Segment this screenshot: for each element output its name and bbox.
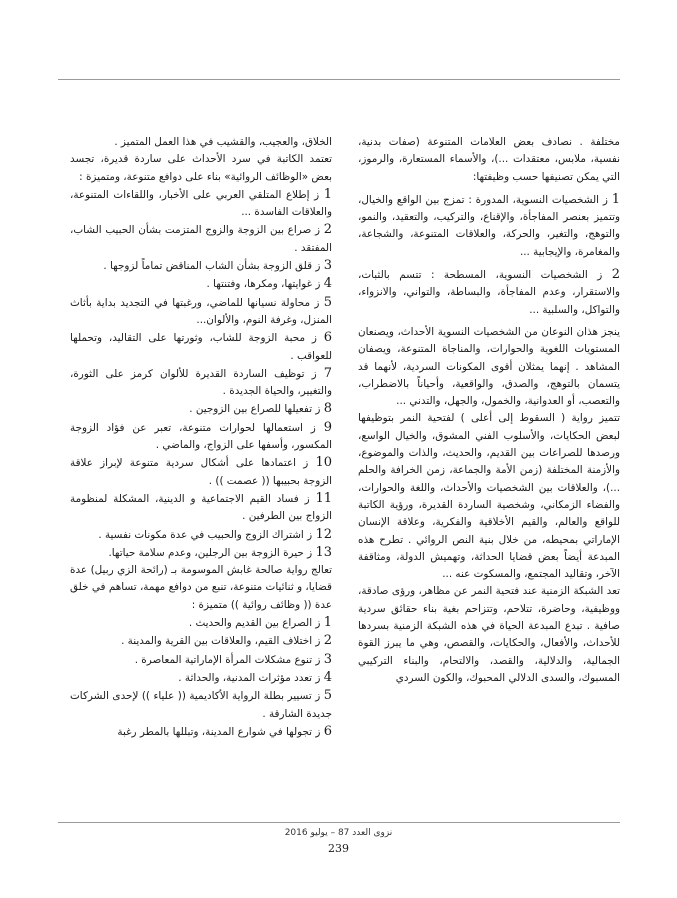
- page-number: 239: [328, 842, 349, 855]
- list-item-number: 6: [323, 723, 332, 739]
- paragraph: تعالج رواية صالحة غابش الموسومة بـ (رائحة الزي ربيل) عدة قضايا، و ثنائيات متنوعة، تنبع من دوافع مهمة، تساهم في خلق عدة (( وظائف روائية )) متميزة :: [70, 564, 332, 611]
- list-item-text: ز اختلاف القيم، والعلاقات بين القرية والمدينة .: [121, 635, 321, 648]
- list-item: [70, 490, 332, 526]
- list-item-text: ز تفعيلها للصراع بين الزوجين .: [189, 403, 321, 416]
- list-item-number: 2: [611, 267, 620, 283]
- list-item: [70, 614, 332, 632]
- list-item: [358, 191, 620, 261]
- list-item-number: 12: [315, 526, 332, 542]
- paragraph: تتميز رواية ( السقوط إلى أعلى ) لفتحية النمر بتوظيفها لبعض الحكايات، والأسلوب الفني المشوق، والخيال الواسع، ورصدها للصراعات بين القديم، والحديث، والذات والموضوع، والأزمنة المختلفة (زمن الأمة والجماعة، زمن الخرافة والحلم ...)، والعلاقات بين الشخصيات والأحداث، واللغة والحوارات، والفضاء الزمكاني، وشخصية الساردة القديرة، ورؤية الكاتبة للواقع والعالم، والقيم الأخلاقية والفكرية، وعلاقة الإنسان الإماراتي بمحيطه، من خلال بنية النص الروائي . تطرح هذه المبدعة أيضاً بعض قضايا الحداثة، وتهميش الدولة، ومثاقفة الآخر، وتقاليد المجتمع، والمسكوت عنه ...: [358, 412, 620, 581]
- list-item-number: 2: [323, 222, 332, 238]
- list-item-text: ز محبة الزوجة للشاب، وثورتها على التقاليد، وتحملها للعواقب .: [70, 332, 332, 362]
- paragraph: الخلاق، والعجيب، والقشيب في هذا العمل المتميز .: [114, 136, 332, 148]
- article-column-left: [70, 134, 332, 741]
- list-item-number: 3: [323, 258, 332, 274]
- list-item-text: ز تنوع مشكلات المرأة الإماراتية المعاصرة .: [134, 653, 321, 666]
- list-item: [70, 669, 332, 687]
- list-item-number: 9: [323, 419, 332, 435]
- list-item-number: 4: [323, 669, 332, 685]
- list-item: [70, 400, 332, 418]
- list-item: [70, 454, 332, 490]
- list-item: [70, 651, 332, 669]
- list-item: [70, 257, 332, 275]
- list-item-number: 10: [315, 455, 332, 471]
- list-item-text: ز تجولها في شوارع المدينة، وتبللها بالمطر رغبة: [117, 725, 321, 738]
- list-item-number: 6: [323, 330, 332, 346]
- footer-issue-line: نزوى العدد 87 – يوليو 2016: [284, 828, 393, 838]
- list-item-number: 3: [323, 651, 332, 667]
- list-item-text: ز الشخصيات النسوية، المسطحة : تتسم بالثبات، والاستقرار، وعدم المفاجأة، والبساطة، والتواني، والانزواء، والتواكل، والسلبية ...: [358, 269, 620, 316]
- list-item: [70, 329, 332, 365]
- list-item-number: 13: [315, 544, 332, 560]
- paragraph: ينجز هذان النوعان من الشخصيات النسوية الأحداث، ويصنعان المستويات اللغوية والحوارات، والمناجاة المتنوعة، ويصفان المشاهد . إنهما يمثلان أقوى المكونات السردية، لأنهما قد يتسمان بالتوهج، والصدق، والواقعية، وأحياناً بالاضطراب، والتعصب، أو العدوانية، والخمول، والجهل، والتدني ...: [358, 325, 620, 408]
- list-item: [70, 221, 332, 257]
- list-item: [358, 266, 620, 319]
- list-item: [70, 186, 332, 222]
- list-item-text: ز إطلاع المتلقي العربي على الأخبار، واللقاءات المتنوعة، والعلاقات الفاسدة ...: [70, 188, 332, 219]
- list-item-number: 8: [323, 401, 332, 417]
- list-item-text: ز الشخصيات النسوية، المدورة : تمزج بين الواقع والخيال، وتتميز بعنصر المفاجأة، والإقناع، والتركيب، والتعقيد، والنمو، والتوهج، والتغير، والحركة، والعلاقات المتنوعة، والشجاعة، والمغامرة، والإيجابية ...: [358, 193, 620, 258]
- function-list-2: [70, 614, 332, 741]
- list-item-text: ز تسيير بطلة الرواية الأكاديمية (( علياء )) لإحدى الشركات جديدة الشارقة .: [70, 690, 332, 720]
- list-item: [70, 723, 332, 741]
- list-item-text: ز تعدد مؤثرات المدنية، والحداثة .: [178, 671, 321, 684]
- list-item: [70, 294, 332, 330]
- list-item-text: ز توظيف الساردة القديرة للألوان كرمز على الثورة، والتغيير، والحياة الجديدة .: [70, 367, 332, 398]
- list-item: [70, 526, 332, 544]
- list-item-text: ز حيرة الزوجة بين الرجلين، وعدم سلامة حياتها.: [108, 546, 313, 559]
- list-item: [70, 687, 332, 723]
- paragraph: مختلفة . نصادف بعض العلامات المتنوعة (صفات بدنية، نفسية، ملابس، معتقدات ...)، والأسماء المستعارة، والرموز، التي يمكن تصنيفها حسب وظيفتها:: [358, 136, 620, 183]
- footer-rule: [58, 822, 620, 823]
- list-item: [70, 365, 332, 401]
- list-item-number: 5: [323, 294, 333, 310]
- list-item-text: ز قلق الزوجة بشأن الشاب المناقض تماماً لزوجها .: [103, 260, 321, 273]
- list-item-number: 1: [323, 186, 332, 202]
- list-item-number: 7: [323, 365, 332, 381]
- function-list: [70, 186, 332, 562]
- list-item-text: ز الصراع بين القديم والحديث .: [188, 617, 321, 630]
- list-item-text: ز غوايتها، ومكرها، وفتنتها .: [206, 278, 321, 291]
- list-item: [70, 419, 332, 455]
- list-item-number: 11: [315, 490, 332, 506]
- article-column-right: [358, 134, 620, 687]
- list-item-text: ز فساد القيم الاجتماعية و الدينية، المشكلة لمنظومة الزواج بين الطرفين .: [70, 492, 332, 523]
- list-item-number: 1: [323, 615, 332, 631]
- list-item-number: 1: [611, 191, 620, 207]
- list-item-number: 4: [323, 276, 332, 292]
- list-item-number: 5: [323, 688, 333, 704]
- header-rule: [58, 79, 620, 80]
- list-item-text: ز استعمالها لحوارات متنوعة، تعبر عن فؤاد الزوجة المكسور، وأسفها على الزواج، والماضي .: [70, 421, 332, 452]
- list-item-text: ز اشتراك الزوج والحبيب في عدة مكونات نفسية .: [98, 528, 313, 541]
- list-item: [70, 275, 332, 293]
- list-item-number: 2: [323, 633, 332, 649]
- paragraph: تعتمد الكاتبة في سرد الأحداث على ساردة قديرة، تجسد بعض «الوظائف الروائية» بناء على دوافع متنوعة، ومتميزة :: [70, 153, 332, 183]
- list-item-text: ز محاولة نسيانها للماضي، ورغبتها في التجديد بداية بأثاث المنزل، وغرفة النوم، والألوان...: [70, 296, 332, 326]
- list-item-text: ز اعتمادها على أشكال سردية متنوعة لإبراز علاقة الزوجة بحبيبها (( عصمت )) .: [70, 457, 332, 487]
- list-item: [70, 544, 332, 562]
- paragraph: تعد الشبكة الزمنية عند فتحية النمر عن مظاهر، ورؤى صادقة، ووظيفية، وحاضرة، تتلاحم، وتتزاحم بغية بناء حقائق سردية صافية . تبدع المبدعة الحياة في هذه الشبكة الزمنية بسردها للأحداث، والأفعال، والحكايات، والقصص، وهي ما يبرز القوة الجمالية، والدلالية، والقصد، والالتحام، والبناء التركيبي المسبوك، والسدى الدلالي المحبوك، والكون السردي: [358, 585, 620, 684]
- list-item-text: ز صراع بين الزوجة والزوج المتزمت بشأن الحبيب الشاب، المفتقد .: [70, 224, 332, 254]
- list-item: [70, 632, 332, 650]
